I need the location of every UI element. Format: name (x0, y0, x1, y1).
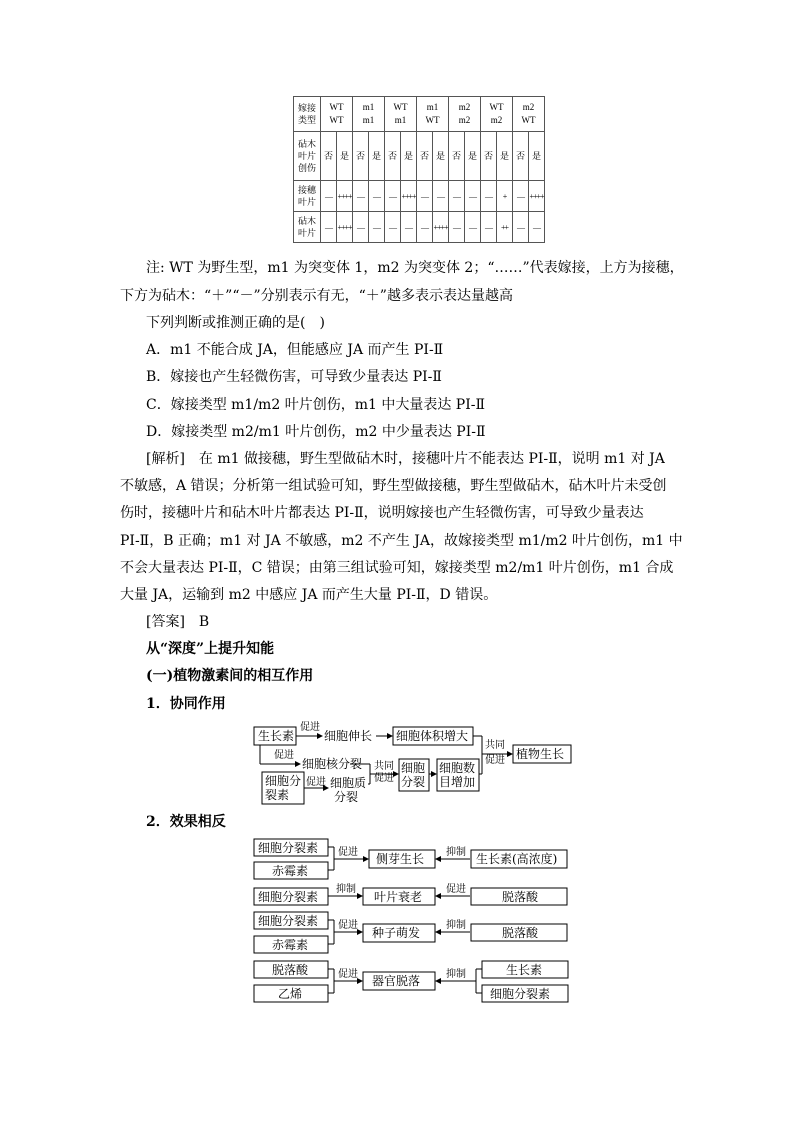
scion-cell: — (513, 181, 529, 212)
inhibit-label: 抑制 (446, 847, 466, 858)
cell-division-2: 分裂 (401, 775, 426, 789)
leaf-senescence: 叶片衰老 (374, 890, 423, 904)
wound-cell: 否 (449, 132, 465, 181)
stock-cell: — (385, 212, 401, 243)
aba: 脱落酸 (502, 890, 539, 904)
cell-number-2: 目增加 (439, 775, 476, 789)
stock-cell: — (369, 212, 385, 243)
promote-label: 促进 (338, 969, 358, 980)
wound-cell: 是 (401, 132, 417, 181)
stock-cell: — (353, 212, 369, 243)
promote-label: 促进 (446, 884, 466, 895)
analysis-line: [解析] 在 m1 做接穗，野生型做砧木时，接穗叶片不能表达 PⅠ-Ⅱ，说明 m1 对 JA (146, 451, 665, 467)
scion-cell: — (433, 181, 449, 212)
analysis-line: PⅠ-Ⅱ，B 正确；m1 对 JA 不敏感，m2 不产生 JA，故嫁接类型 m1/m2 叶片创伤，m1 中 (120, 533, 683, 549)
question-stem: 下列判断或推测正确的是( ) (146, 315, 325, 331)
auxin-high: 生长素(高浓度) (476, 852, 558, 866)
wound-cell: 是 (337, 132, 353, 181)
cell-volume: 细胞体积增大 (396, 729, 469, 743)
section-subtitle: (一)植物激素间的相互作用 (146, 668, 314, 684)
inhibit-label: 抑制 (446, 969, 466, 980)
graft-type-cell: WT m1 (385, 97, 417, 132)
auxin-label: 生长素 (258, 729, 295, 743)
stock-cell: — (465, 212, 481, 243)
scion-cell: — (321, 181, 337, 212)
table-row (294, 97, 545, 132)
stock-cell: — (513, 212, 529, 243)
together-label: 促进 (374, 773, 394, 784)
graft-type-cell: m2 m2 (449, 97, 481, 132)
scion-cell: — (417, 181, 433, 212)
scion-cell: ++++ (401, 181, 417, 212)
option-a: A．m1 不能合成 JA，但能感应 JA 而产生 PⅠ-Ⅱ (146, 342, 444, 358)
cytokinin: 细胞分裂素 (258, 890, 319, 904)
together-label: 促进 (485, 755, 505, 766)
stock-cell: ++ (497, 212, 513, 243)
antagonism-diagram (250, 836, 580, 1008)
table-row (294, 181, 545, 212)
scion-cell: — (385, 181, 401, 212)
section-title: 从“深度”上提升知能 (146, 641, 275, 657)
inhibit-label: 抑制 (336, 884, 356, 895)
inhibit-label: 抑制 (446, 920, 466, 931)
gibberellin: 赤霉素 (272, 864, 309, 878)
answer: [答案] B (146, 614, 210, 630)
scion-cell: + (497, 181, 513, 212)
cytokinin: 细胞分裂素 (258, 841, 319, 855)
stock-cell: — (529, 212, 545, 243)
aba: 脱落酸 (272, 963, 309, 977)
scion-cell: — (465, 181, 481, 212)
together-label: 共同 (374, 761, 394, 772)
together-label: 共同 (485, 740, 505, 751)
cytokinin-label-1: 细胞分 (265, 774, 302, 788)
scion-cell: ++++ (337, 181, 353, 212)
scion-cell: — (449, 181, 465, 212)
wound-cell: 是 (465, 132, 481, 181)
row-header-graft-type: 嫁接类型 (294, 97, 321, 132)
graft-type-cell: WT WT (321, 97, 353, 132)
cytokinin: 细胞分裂素 (258, 914, 319, 928)
graft-type-cell: m2 WT (513, 97, 545, 132)
wound-cell: 否 (353, 132, 369, 181)
analysis-line: 大量 JA，运输到 m2 中感应 JA 而产生大量 PⅠ-Ⅱ，D 错误。 (120, 587, 498, 603)
ethylene: 乙烯 (278, 987, 303, 1001)
stock-cell: ++++ (337, 212, 353, 243)
stock-cell: — (449, 212, 465, 243)
stock-cell: — (417, 212, 433, 243)
graft-type-cell: m1 WT (417, 97, 449, 132)
wound-cell: 否 (417, 132, 433, 181)
promote-label: 促进 (338, 847, 358, 858)
wound-cell: 否 (321, 132, 337, 181)
analysis-line: 伤时，接穗叶片和砧木叶片都表达 PⅠ-Ⅱ，说明嫁接也产生轻微伤害，可导致少量表达 (120, 505, 644, 521)
wound-cell: 否 (385, 132, 401, 181)
stock-cell: — (481, 212, 497, 243)
cytoplasm-label-2: 分裂 (334, 790, 359, 804)
option-b: B．嫁接也产生轻微伤害，可导致少量表达 PⅠ-Ⅱ (146, 369, 442, 385)
stock-cell: — (401, 212, 417, 243)
item-synergy: 1．协同作用 (146, 696, 226, 712)
cytokinin-label-2: 裂素 (265, 788, 290, 802)
promote-label: 促进 (338, 920, 358, 931)
cytokinin: 细胞分裂素 (490, 987, 551, 1001)
table-row (294, 212, 545, 243)
option-c: C．嫁接类型 m1/m2 叶片创伤，m1 中大量表达 PⅠ-Ⅱ (146, 397, 485, 413)
option-d: D．嫁接类型 m2/m1 叶片创伤，m2 中少量表达 PⅠ-Ⅱ (146, 424, 486, 440)
lateral-bud: 侧芽生长 (376, 852, 425, 866)
scion-cell: — (369, 181, 385, 212)
wound-cell: 是 (497, 132, 513, 181)
wound-cell: 否 (513, 132, 529, 181)
wound-cell: 是 (433, 132, 449, 181)
cytoplasm-label-1: 细胞质 (330, 776, 367, 790)
scion-cell: — (481, 181, 497, 212)
analysis-line: 不敏感，A 错误；分析第一组试验可知，野生型做接穗，野生型做砧木，砧木叶片未受创 (120, 478, 667, 494)
nucleus-division: 细胞核分裂 (302, 757, 363, 771)
wound-cell: 否 (481, 132, 497, 181)
item-antagonism: 2．效果相反 (146, 814, 226, 830)
cell-number-1: 细胞数 (439, 761, 476, 775)
row-header-stock: 砧木叶片 (294, 212, 321, 243)
wound-cell: 是 (369, 132, 385, 181)
gibberellin: 赤霉素 (272, 938, 309, 952)
graft-table (293, 96, 545, 243)
plant-growth: 植物生长 (516, 747, 565, 761)
aba: 脱落酸 (502, 926, 539, 940)
seed-germination: 种子萌发 (372, 926, 421, 940)
organ-abscission: 器官脱落 (372, 974, 421, 988)
graft-type-cell: m1 m1 (353, 97, 385, 132)
auxin: 生长素 (506, 963, 543, 977)
graft-type-cell: WT m2 (481, 97, 513, 132)
stock-cell: — (321, 212, 337, 243)
analysis-line: 不会大量表达 PⅠ-Ⅱ，C 错误；由第三组试验可知，嫁接类型 m2/m1 叶片创伤，m1 合成 (120, 560, 674, 576)
note-line: 注: WT 为野生型，m1 为突变体 1，m2 为突变体 2；“……”代表嫁接，上方为接穗， (146, 260, 684, 276)
row-header-wound: 砧木叶片创伤 (294, 132, 321, 181)
cell-elongation: 细胞伸长 (324, 729, 373, 743)
table-row (294, 132, 545, 181)
promote-label: 促进 (306, 777, 326, 788)
scion-cell: ++++ (529, 181, 545, 212)
promote-label: 促进 (274, 750, 294, 761)
scion-cell: — (353, 181, 369, 212)
synergy-diagram (250, 718, 580, 808)
promote-label: 促进 (300, 722, 320, 733)
note-line: 下方为砧木：“＋”“－”分别表示有无，“＋”越多表示表达量越高 (120, 288, 513, 304)
row-header-scion: 接穗叶片 (294, 181, 321, 212)
cell-division-1: 细胞 (401, 761, 426, 775)
wound-cell: 是 (529, 132, 545, 181)
stock-cell: ++++ (433, 212, 449, 243)
